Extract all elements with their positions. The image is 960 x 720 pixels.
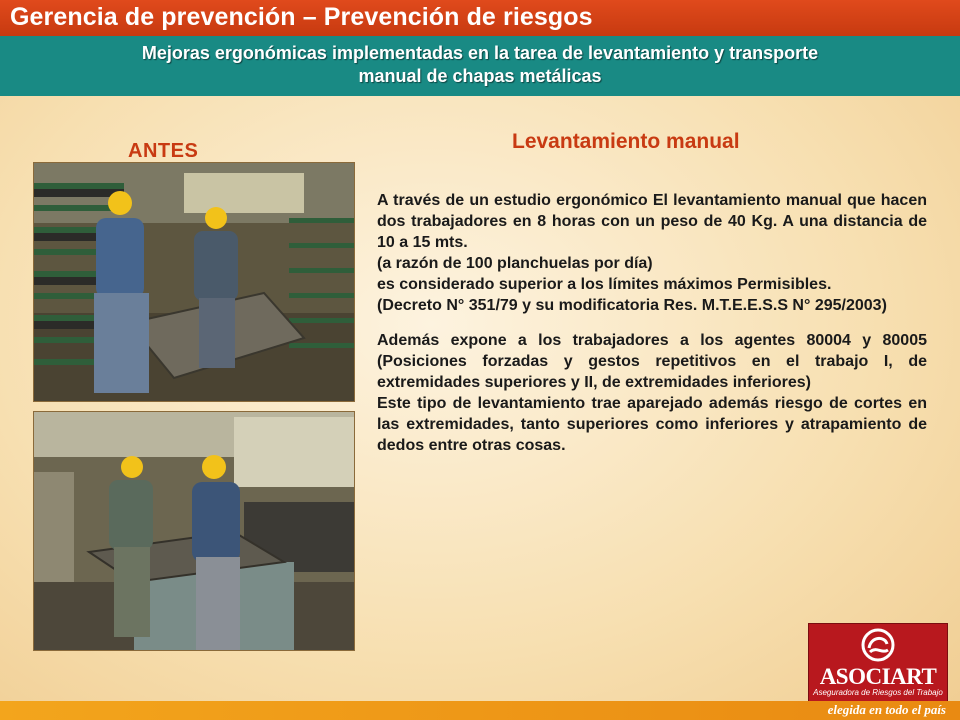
- logo-emblem-icon: [858, 628, 898, 662]
- photo-workers-lifting-2: [33, 411, 355, 651]
- logo-subtitle: Aseguradora de Riesgos del Trabajo: [813, 688, 943, 697]
- paragraph-5: Además expone a los trabajadores a los agentes 80004 y 80005 (Posiciones forzadas y gestos repetitivos en el trabajo I, de extremidades superiores y II, de extremidades inferiores): [377, 332, 927, 391]
- section-title: Levantamiento manual: [512, 130, 740, 153]
- page-subtitle: [0, 42, 960, 88]
- antes-label: ANTES: [128, 140, 199, 162]
- header-bar: [0, 0, 960, 36]
- footer-tagline: elegida en todo el país: [827, 702, 946, 717]
- subtitle-bar: [0, 36, 960, 96]
- asociart-logo: [808, 623, 948, 703]
- page-title: Gerencia de prevención – Prevención de riesgos: [10, 3, 593, 31]
- paragraph-3: es considerado superior a los límites máximos Permisibles.: [377, 276, 832, 293]
- footer-bar: [0, 701, 960, 720]
- paragraph-1: A través de un estudio ergonómico El levantamiento manual que hacen dos trabajadores en 8 horas con un peso de 40 Kg. A una distancia de 10 a 15 mts.: [377, 192, 927, 251]
- subtitle-line-1: Mejoras ergonómicas implementadas en la tarea de levantamiento y transporte: [141, 43, 819, 63]
- photo-workers-lifting-1: [33, 162, 355, 402]
- paragraph-2: (a razón de 100 planchuelas por día): [377, 255, 653, 272]
- subtitle-line-2: manual de chapas metálicas: [358, 66, 602, 86]
- paragraph-6: Este tipo de levantamiento trae aparejado además riesgo de cortes en las extremidades, tanto superiores como inferiores y atrapamiento de dedos entre otras cosas.: [377, 395, 927, 454]
- paragraph-4: (Decreto N° 351/79 y su modificatoria Res. M.T.E.E.S.S N° 295/2003): [377, 297, 887, 314]
- body-text: [377, 190, 927, 456]
- logo-name: ASOCIART: [819, 664, 937, 689]
